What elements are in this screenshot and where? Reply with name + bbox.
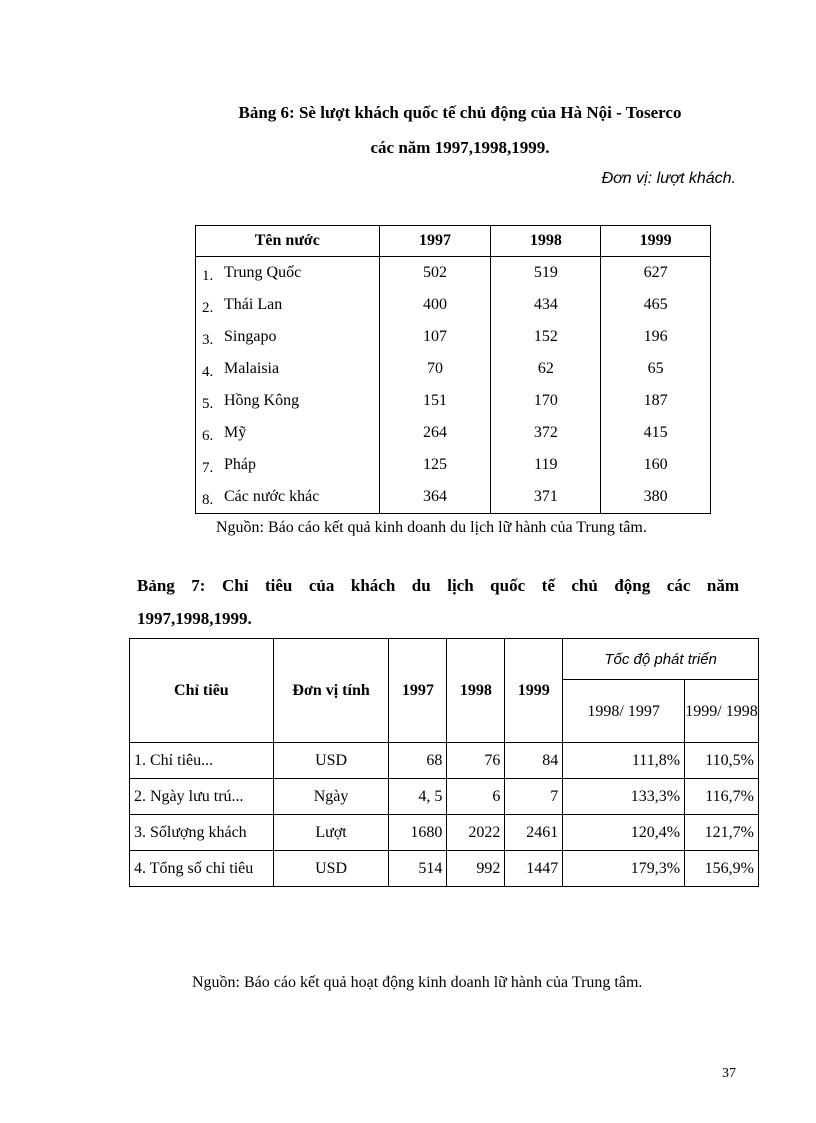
cell-1999: 65 xyxy=(601,353,711,385)
indicator-cell: 1. Chỉ tiêu... xyxy=(130,743,274,779)
table7-title: Bảng 7: Chỉ tiêu của khách du lịch quốc tế chủ động các năm xyxy=(137,576,739,595)
table7-header-unit: Đơn vị tính xyxy=(273,639,389,743)
unit-cell: USD xyxy=(273,743,389,779)
unit-cell: Ngày xyxy=(273,779,389,815)
table6-header-1998: 1998 xyxy=(491,226,601,257)
cell-1999: 84 xyxy=(505,743,563,779)
cell-1997: 502 xyxy=(379,257,491,290)
cell-1998: 119 xyxy=(491,449,601,481)
row-index: 7. xyxy=(202,460,214,476)
growth-cell-1998-1997: 133,3% xyxy=(563,779,685,815)
growth-cell-1998-1997: 179,3% xyxy=(563,851,685,887)
country-name: Thái Lan xyxy=(224,296,283,313)
row-index: 5. xyxy=(202,396,214,412)
cell-1997: 107 xyxy=(379,321,491,353)
growth-cell-1999-1998: 116,7% xyxy=(685,779,759,815)
table-row xyxy=(196,257,711,290)
table6-unit: Đơn vị: lượt khách. xyxy=(601,170,736,187)
indicator-cell: 2. Ngày lưu trú... xyxy=(130,779,274,815)
table7-header-growth: Tốc độ phát triển xyxy=(563,639,759,680)
table7-title-line2: 1997,1998,1999. xyxy=(137,609,252,628)
cell-1998: 372 xyxy=(491,417,601,449)
cell-1998: 992 xyxy=(447,851,505,887)
cell-1997: 364 xyxy=(379,481,491,514)
country-name: Pháp xyxy=(224,456,256,473)
cell-1998: 434 xyxy=(491,289,601,321)
growth-cell-1999-1998: 121,7% xyxy=(685,815,759,851)
cell-1997: 1680 xyxy=(389,815,447,851)
cell-1997: 125 xyxy=(379,449,491,481)
table-row xyxy=(196,385,711,417)
cell-1998: 6 xyxy=(447,779,505,815)
country-name: Hồng Kông xyxy=(224,392,300,409)
cell-1997: 151 xyxy=(379,385,491,417)
table7-header-growth-1998-1997: 1998/ 1997 xyxy=(563,680,685,743)
table7-header-row xyxy=(130,639,759,680)
growth-cell-1999-1998: 156,9% xyxy=(685,851,759,887)
table6-header-country: Tên nước xyxy=(196,226,380,257)
table-row xyxy=(130,851,759,887)
country-name: Trung Quốc xyxy=(224,264,302,281)
country-name: Mỹ xyxy=(224,424,247,441)
table7-header-1999: 1999 xyxy=(505,639,563,743)
table7-header-1997: 1997 xyxy=(389,639,447,743)
table6-source: Nguồn: Báo cáo kết quả kinh doanh du lịch lữ hành của Trung tâm. xyxy=(216,519,647,536)
table-row xyxy=(196,481,711,514)
table-row xyxy=(130,779,759,815)
cell-1997: 4, 5 xyxy=(389,779,447,815)
cell-1997: 400 xyxy=(379,289,491,321)
table7-header-1998: 1998 xyxy=(447,639,505,743)
cell-1998: 76 xyxy=(447,743,505,779)
table7-source: Nguồn: Báo cáo kết quả hoạt động kinh doanh lữ hành của Trung tâm. xyxy=(192,974,643,991)
table-row xyxy=(196,417,711,449)
growth-cell-1999-1998: 110,5% xyxy=(685,743,759,779)
cell-1999: 1447 xyxy=(505,851,563,887)
cell-1998: 170 xyxy=(491,385,601,417)
cell-1999: 196 xyxy=(601,321,711,353)
growth-cell-1998-1997: 111,8% xyxy=(563,743,685,779)
row-index: 8. xyxy=(202,492,214,508)
table-row xyxy=(196,321,711,353)
country-name: Malaisia xyxy=(224,360,280,377)
table7-header-growth-1999-1998: 1999/ 1998 xyxy=(685,680,759,743)
table6-header-1997: 1997 xyxy=(379,226,491,257)
table-row xyxy=(196,353,711,385)
indicator-cell: 4. Tổng số chỉ tiêu xyxy=(130,851,274,887)
cell-1999: 2461 xyxy=(505,815,563,851)
country-name: Singapo xyxy=(224,328,277,345)
page-number: 37 xyxy=(722,1066,736,1081)
table-row xyxy=(130,743,759,779)
unit-cell: USD xyxy=(273,851,389,887)
unit-cell: Lượt xyxy=(273,815,389,851)
cell-1998: 152 xyxy=(491,321,601,353)
table6-title: Bảng 6: Sè lượt khách quốc tế chủ động của Hà Nội - Toserco xyxy=(238,103,682,122)
cell-1999: 465 xyxy=(601,289,711,321)
table6-header-1999: 1999 xyxy=(601,226,711,257)
table7-header-indicator: Chỉ tiêu xyxy=(130,639,274,743)
cell-1997: 70 xyxy=(379,353,491,385)
row-index: 2. xyxy=(202,300,214,316)
cell-1998: 519 xyxy=(491,257,601,290)
indicator-cell: 3. Sốlượng khách xyxy=(130,815,274,851)
cell-1997: 68 xyxy=(389,743,447,779)
table-row xyxy=(196,289,711,321)
row-index: 3. xyxy=(202,332,214,348)
cell-1999: 7 xyxy=(505,779,563,815)
cell-1998: 371 xyxy=(491,481,601,514)
table6-header-row xyxy=(196,226,711,257)
cell-1999: 415 xyxy=(601,417,711,449)
cell-1999: 160 xyxy=(601,449,711,481)
growth-cell-1998-1997: 120,4% xyxy=(563,815,685,851)
table7 xyxy=(129,638,759,887)
table-row xyxy=(130,815,759,851)
row-index: 6. xyxy=(202,428,214,444)
cell-1997: 514 xyxy=(389,851,447,887)
row-index: 1. xyxy=(202,268,214,284)
table6-title-line2: các năm 1997,1998,1999. xyxy=(370,138,550,157)
cell-1998: 2022 xyxy=(447,815,505,851)
cell-1997: 264 xyxy=(379,417,491,449)
table6 xyxy=(195,225,711,514)
cell-1999: 380 xyxy=(601,481,711,514)
row-index: 4. xyxy=(202,364,214,380)
cell-1999: 627 xyxy=(601,257,711,290)
cell-1999: 187 xyxy=(601,385,711,417)
table-row xyxy=(196,449,711,481)
cell-1998: 62 xyxy=(491,353,601,385)
country-name: Các nước khác xyxy=(224,488,320,505)
